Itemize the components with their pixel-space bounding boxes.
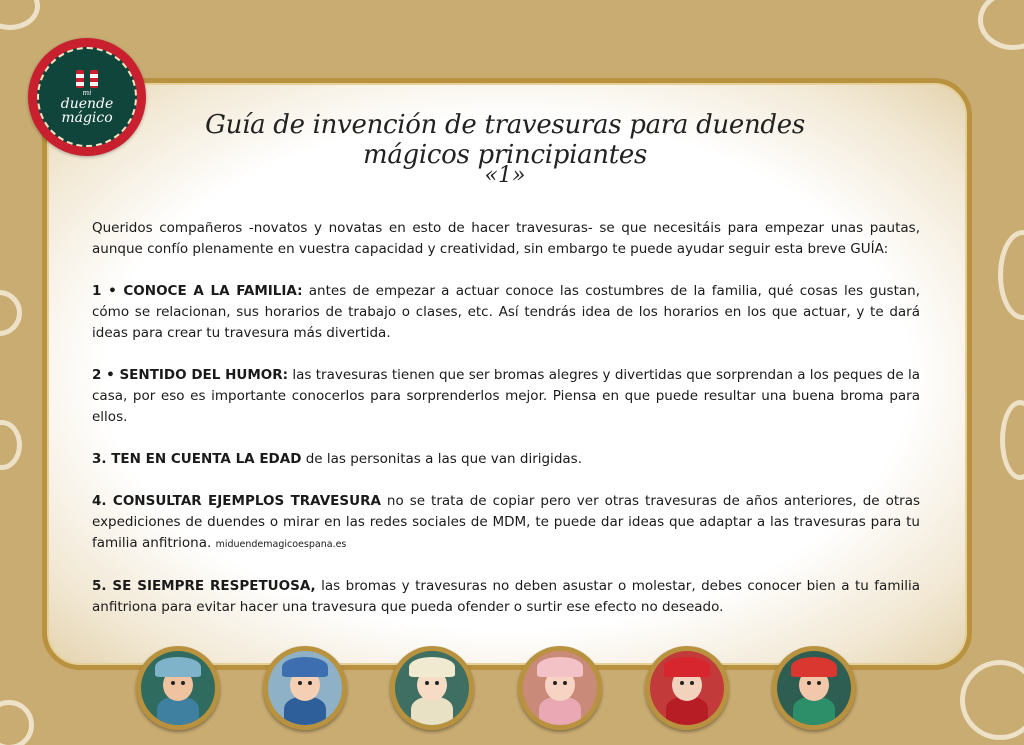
logo-badge — [37, 47, 137, 147]
item-heading: 5. SE SIEMPRE RESPETUOSA, — [92, 578, 316, 594]
page-title: Guía de invención de travesuras para duendes mágicos principiantes — [205, 110, 805, 170]
brand-logo — [28, 38, 146, 156]
decorative-swirl — [0, 700, 34, 745]
elf-character-2-icon — [263, 646, 347, 730]
guide-item-2 — [92, 365, 920, 428]
decorative-swirl — [0, 0, 40, 30]
decorative-swirl — [0, 420, 22, 470]
item-text: las travesuras tienen que ser bromas alegres y divertidas que sorprendan a los peques de la casa, por eso es importante conocerlos para sorprenderlos mejor. Piensa en que puede resultar una buena broma para ellos. — [92, 367, 920, 425]
decorative-swirl — [978, 0, 1024, 50]
item-heading: 3. TEN EN CUENTA LA EDAD — [92, 451, 302, 467]
decorative-swirl — [1000, 400, 1024, 480]
elf-character-4-icon — [518, 646, 602, 730]
page-number: «1» — [484, 163, 526, 188]
logo-word-2: mágico — [61, 109, 113, 126]
character-avatars — [136, 646, 856, 730]
logo-word-1: duende — [60, 95, 114, 112]
item-heading: 2 • SENTIDO DEL HUMOR: — [92, 367, 289, 383]
logo-small-text: mi — [82, 88, 92, 97]
item-text: antes de empezar a actuar conoce las costumbres de la familia, qué cosas les gustan, cómo se relacionan, sus horarios de trabajo o clases, etc. Así tendrás idea de los horarios en los que actuar, y te dará ideas para crear tu travesura más divertida. — [92, 283, 920, 341]
item-heading: 4. CONSULTAR EJEMPLOS TRAVESURA — [92, 493, 381, 509]
decorative-swirl — [0, 290, 22, 336]
item-text: las bromas y travesuras no deben asustar o molestar, debes conocer bien a tu familia anfitriona para evitar hacer una travesura que pueda ofender o surtir ese efecto no deseado. — [92, 578, 920, 615]
decorative-swirl — [998, 230, 1024, 320]
elf-legs-icon — [76, 70, 98, 88]
elf-character-1-icon — [136, 646, 220, 730]
guide-item-5 — [92, 576, 920, 618]
website-link[interactable]: miduendemagicoespana.es — [215, 539, 347, 550]
item-heading: 1 • CONOCE A LA FAMILIA: — [92, 283, 303, 299]
item-text: de las personitas a las que van dirigidas. — [301, 451, 582, 467]
decorative-swirl — [960, 660, 1024, 740]
guide-item-1 — [92, 281, 920, 344]
santa-character-icon — [645, 646, 729, 730]
item-text: no se trata de copiar pero ver otras travesuras de años anteriores, de otras expediciones de duendes o mirar en las redes sociales de MDM, te puede dar ideas que adaptar a las travesuras para tu familia anfitriona. — [92, 493, 920, 551]
guide-item-3 — [92, 449, 920, 470]
guide-body — [92, 218, 920, 639]
guide-item-4 — [92, 491, 920, 555]
elf-character-3-icon — [390, 646, 474, 730]
elf-character-6-icon — [772, 646, 856, 730]
intro-paragraph: Queridos compañeros -novatos y novatas en esto de hacer travesuras- se que necesitáis para empezar unas pautas, aunque confío plenamente en vuestra capacidad y creatividad, sin embargo te puede ayudar seguir esta breve GUÍA: — [92, 220, 920, 257]
